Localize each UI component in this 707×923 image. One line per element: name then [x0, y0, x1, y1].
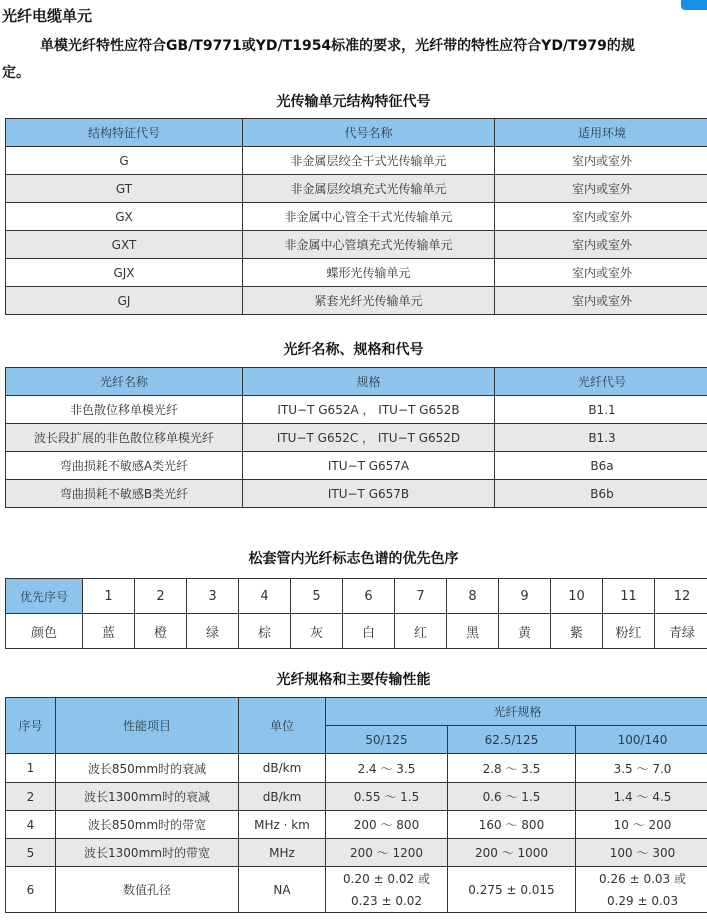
order-number-cell: 2: [135, 579, 187, 614]
color-cell: 橙: [135, 614, 187, 649]
row-no: 5: [6, 839, 56, 867]
table-row: [6, 231, 707, 259]
order-number-cell: 5: [291, 579, 343, 614]
color-cell: 棕: [239, 614, 291, 649]
table-row: [6, 783, 707, 811]
table2-title: 光纤名称、规格和代号: [283, 342, 424, 358]
table1-header: 适用环境: [495, 119, 707, 147]
row-value: 2.8 ～ 3.5: [448, 754, 576, 783]
row-value: 100 ～ 300: [576, 839, 707, 867]
table-row: [6, 754, 707, 783]
order-number-cell: 1: [83, 579, 135, 614]
color-label: 颜色: [6, 614, 83, 649]
order-number-cell: 10: [551, 579, 603, 614]
spec-cell: ITU−T G652A ， ITU−T G652B: [243, 396, 495, 424]
color-cell: 灰: [291, 614, 343, 649]
fiber-name-cell: 非色散位移单模光纤: [6, 396, 243, 424]
table1-header: 结构特征代号: [6, 119, 243, 147]
order-number-cell: 11: [603, 579, 655, 614]
code-cell: GJX: [6, 259, 243, 287]
header-spec: 光纤规格: [326, 698, 707, 726]
row-value: 200 ～ 800: [326, 811, 448, 839]
table-row: [6, 287, 707, 315]
order-number-cell: 3: [187, 579, 239, 614]
code-cell: GXT: [6, 231, 243, 259]
table2-header: 光纤代号: [495, 368, 707, 396]
row-item: 数值孔径: [56, 867, 239, 913]
order-number-cell: 9: [499, 579, 551, 614]
spec-cell: ITU−T G657A: [243, 452, 495, 480]
table-row: [6, 424, 707, 452]
table-row: [6, 259, 707, 287]
color-cell: 黄: [499, 614, 551, 649]
spec-cell: ITU−T G657B: [243, 480, 495, 508]
value-line: 0.20 ± 0.02 或: [343, 871, 430, 886]
env-cell: 室内或室外: [495, 287, 707, 315]
order-number-cell: 7: [395, 579, 447, 614]
table1-title: 光传输单元结构特征代号: [276, 94, 431, 110]
name-cell: 非金属中心管全干式光传输单元: [243, 203, 495, 231]
row-unit: MHz: [239, 839, 326, 867]
table-row: [6, 175, 707, 203]
transmission-performance-table: [5, 697, 707, 913]
row-value: 200 ～ 1200: [326, 839, 448, 867]
name-cell: 非金属层绞填充式光传输单元: [243, 175, 495, 203]
code-cell: G: [6, 147, 243, 175]
row-unit: dB/km: [239, 754, 326, 783]
order-number-cell: 6: [343, 579, 395, 614]
row-value: 0.275 ± 0.015: [448, 867, 576, 913]
row-unit: NA: [239, 867, 326, 913]
order-number-label: 优先序号: [6, 579, 83, 614]
row-value: 2.4 ～ 3.5: [326, 754, 448, 783]
header-item: 性能项目: [56, 698, 239, 754]
color-order-table: [5, 578, 707, 649]
table-row: [6, 480, 707, 508]
fiber-code-cell: B6b: [495, 480, 707, 508]
value-line: 0.26 ± 0.03 或: [599, 871, 686, 886]
fiber-code-cell: B6a: [495, 452, 707, 480]
row-unit: dB/km: [239, 783, 326, 811]
row-item: 波长850mm时的带宽: [56, 811, 239, 839]
fiber-name-cell: 波长段扩展的非色散位移单模光纤: [6, 424, 243, 452]
env-cell: 室内或室外: [495, 175, 707, 203]
code-cell: GJ: [6, 287, 243, 315]
row-value: [326, 867, 448, 913]
row-value: 160 ～ 800: [448, 811, 576, 839]
value-line: 0.29 ± 0.03: [606, 893, 679, 908]
name-cell: 非金属层绞全干式光传输单元: [243, 147, 495, 175]
intro-line-2: 定。: [2, 65, 30, 81]
spec-col-header: 50/125: [326, 726, 448, 754]
row-value: 3.5 ～ 7.0: [576, 754, 707, 783]
row-value: 0.6 ～ 1.5: [448, 783, 576, 811]
color-cell: 黑: [447, 614, 499, 649]
order-number-cell: 12: [655, 579, 707, 614]
table2-header: 光纤名称: [6, 368, 243, 396]
spec-cell: ITU−T G652C ， ITU−T G652D: [243, 424, 495, 452]
value-line: 0.23 ± 0.02: [350, 893, 423, 908]
row-item: 波长850mm时的衰减: [56, 754, 239, 783]
row-value: [576, 867, 707, 913]
row-value: 1.4 ～ 4.5: [576, 783, 707, 811]
table1-header: 代号名称: [243, 119, 495, 147]
row-item: 波长1300mm时的带宽: [56, 839, 239, 867]
color-cell: 粉红: [603, 614, 655, 649]
table-row: [6, 147, 707, 175]
row-value: 10 ～ 200: [576, 811, 707, 839]
table-row: [6, 839, 707, 867]
fiber-name-cell: 弯曲损耗不敏感B类光纤: [6, 480, 243, 508]
color-cell: 绿: [187, 614, 239, 649]
row-no: 4: [6, 811, 56, 839]
code-cell: GT: [6, 175, 243, 203]
structure-code-table: [5, 118, 707, 315]
section-title: 光纤电缆单元: [2, 7, 93, 25]
color-cell: 白: [343, 614, 395, 649]
name-cell: 非金属中心管填充式光传输单元: [243, 231, 495, 259]
color-cell: 紫: [551, 614, 603, 649]
corner-tab[interactable]: [681, 0, 707, 10]
table-row: [6, 203, 707, 231]
table-row: [6, 811, 707, 839]
fiber-code-cell: B1.1: [495, 396, 707, 424]
code-cell: GX: [6, 203, 243, 231]
row-unit: MHz · km: [239, 811, 326, 839]
table-row: [6, 867, 707, 913]
header-no: 序号: [6, 698, 56, 754]
row-no: 6: [6, 867, 56, 913]
env-cell: 室内或室外: [495, 231, 707, 259]
header-unit: 单位: [239, 698, 326, 754]
spec-col-header: 62.5/125: [448, 726, 576, 754]
fiber-code-cell: B1.3: [495, 424, 707, 452]
row-no: 2: [6, 783, 56, 811]
row-item: 波长1300mm时的衰减: [56, 783, 239, 811]
color-cell: 蓝: [83, 614, 135, 649]
row-value: 200 ～ 1000: [448, 839, 576, 867]
spec-col-header: 100/140: [576, 726, 707, 754]
intro-line-1: 单模光纤特性应符合GB/T9771或YD/T1954标准的要求，光纤带的特性应符合YD/T979的规: [40, 38, 635, 54]
row-no: 1: [6, 754, 56, 783]
table2-header: 规格: [243, 368, 495, 396]
env-cell: 室内或室外: [495, 147, 707, 175]
order-number-cell: 8: [447, 579, 499, 614]
order-number-cell: 4: [239, 579, 291, 614]
env-cell: 室内或室外: [495, 259, 707, 287]
name-cell: 蝶形光传输单元: [243, 259, 495, 287]
name-cell: 紧套光纤光传输单元: [243, 287, 495, 315]
env-cell: 室内或室外: [495, 203, 707, 231]
table-row: [6, 396, 707, 424]
fiber-spec-table: [5, 367, 707, 508]
row-value: 0.55 ～ 1.5: [326, 783, 448, 811]
table3-title: 松套管内光纤标志色谱的优先色序: [248, 551, 459, 567]
table4-title: 光纤规格和主要传输性能: [276, 672, 431, 688]
color-cell: 青绿: [655, 614, 707, 649]
fiber-name-cell: 弯曲损耗不敏感A类光纤: [6, 452, 243, 480]
intro-paragraph: [2, 33, 707, 87]
table-row: [6, 452, 707, 480]
color-cell: 红: [395, 614, 447, 649]
